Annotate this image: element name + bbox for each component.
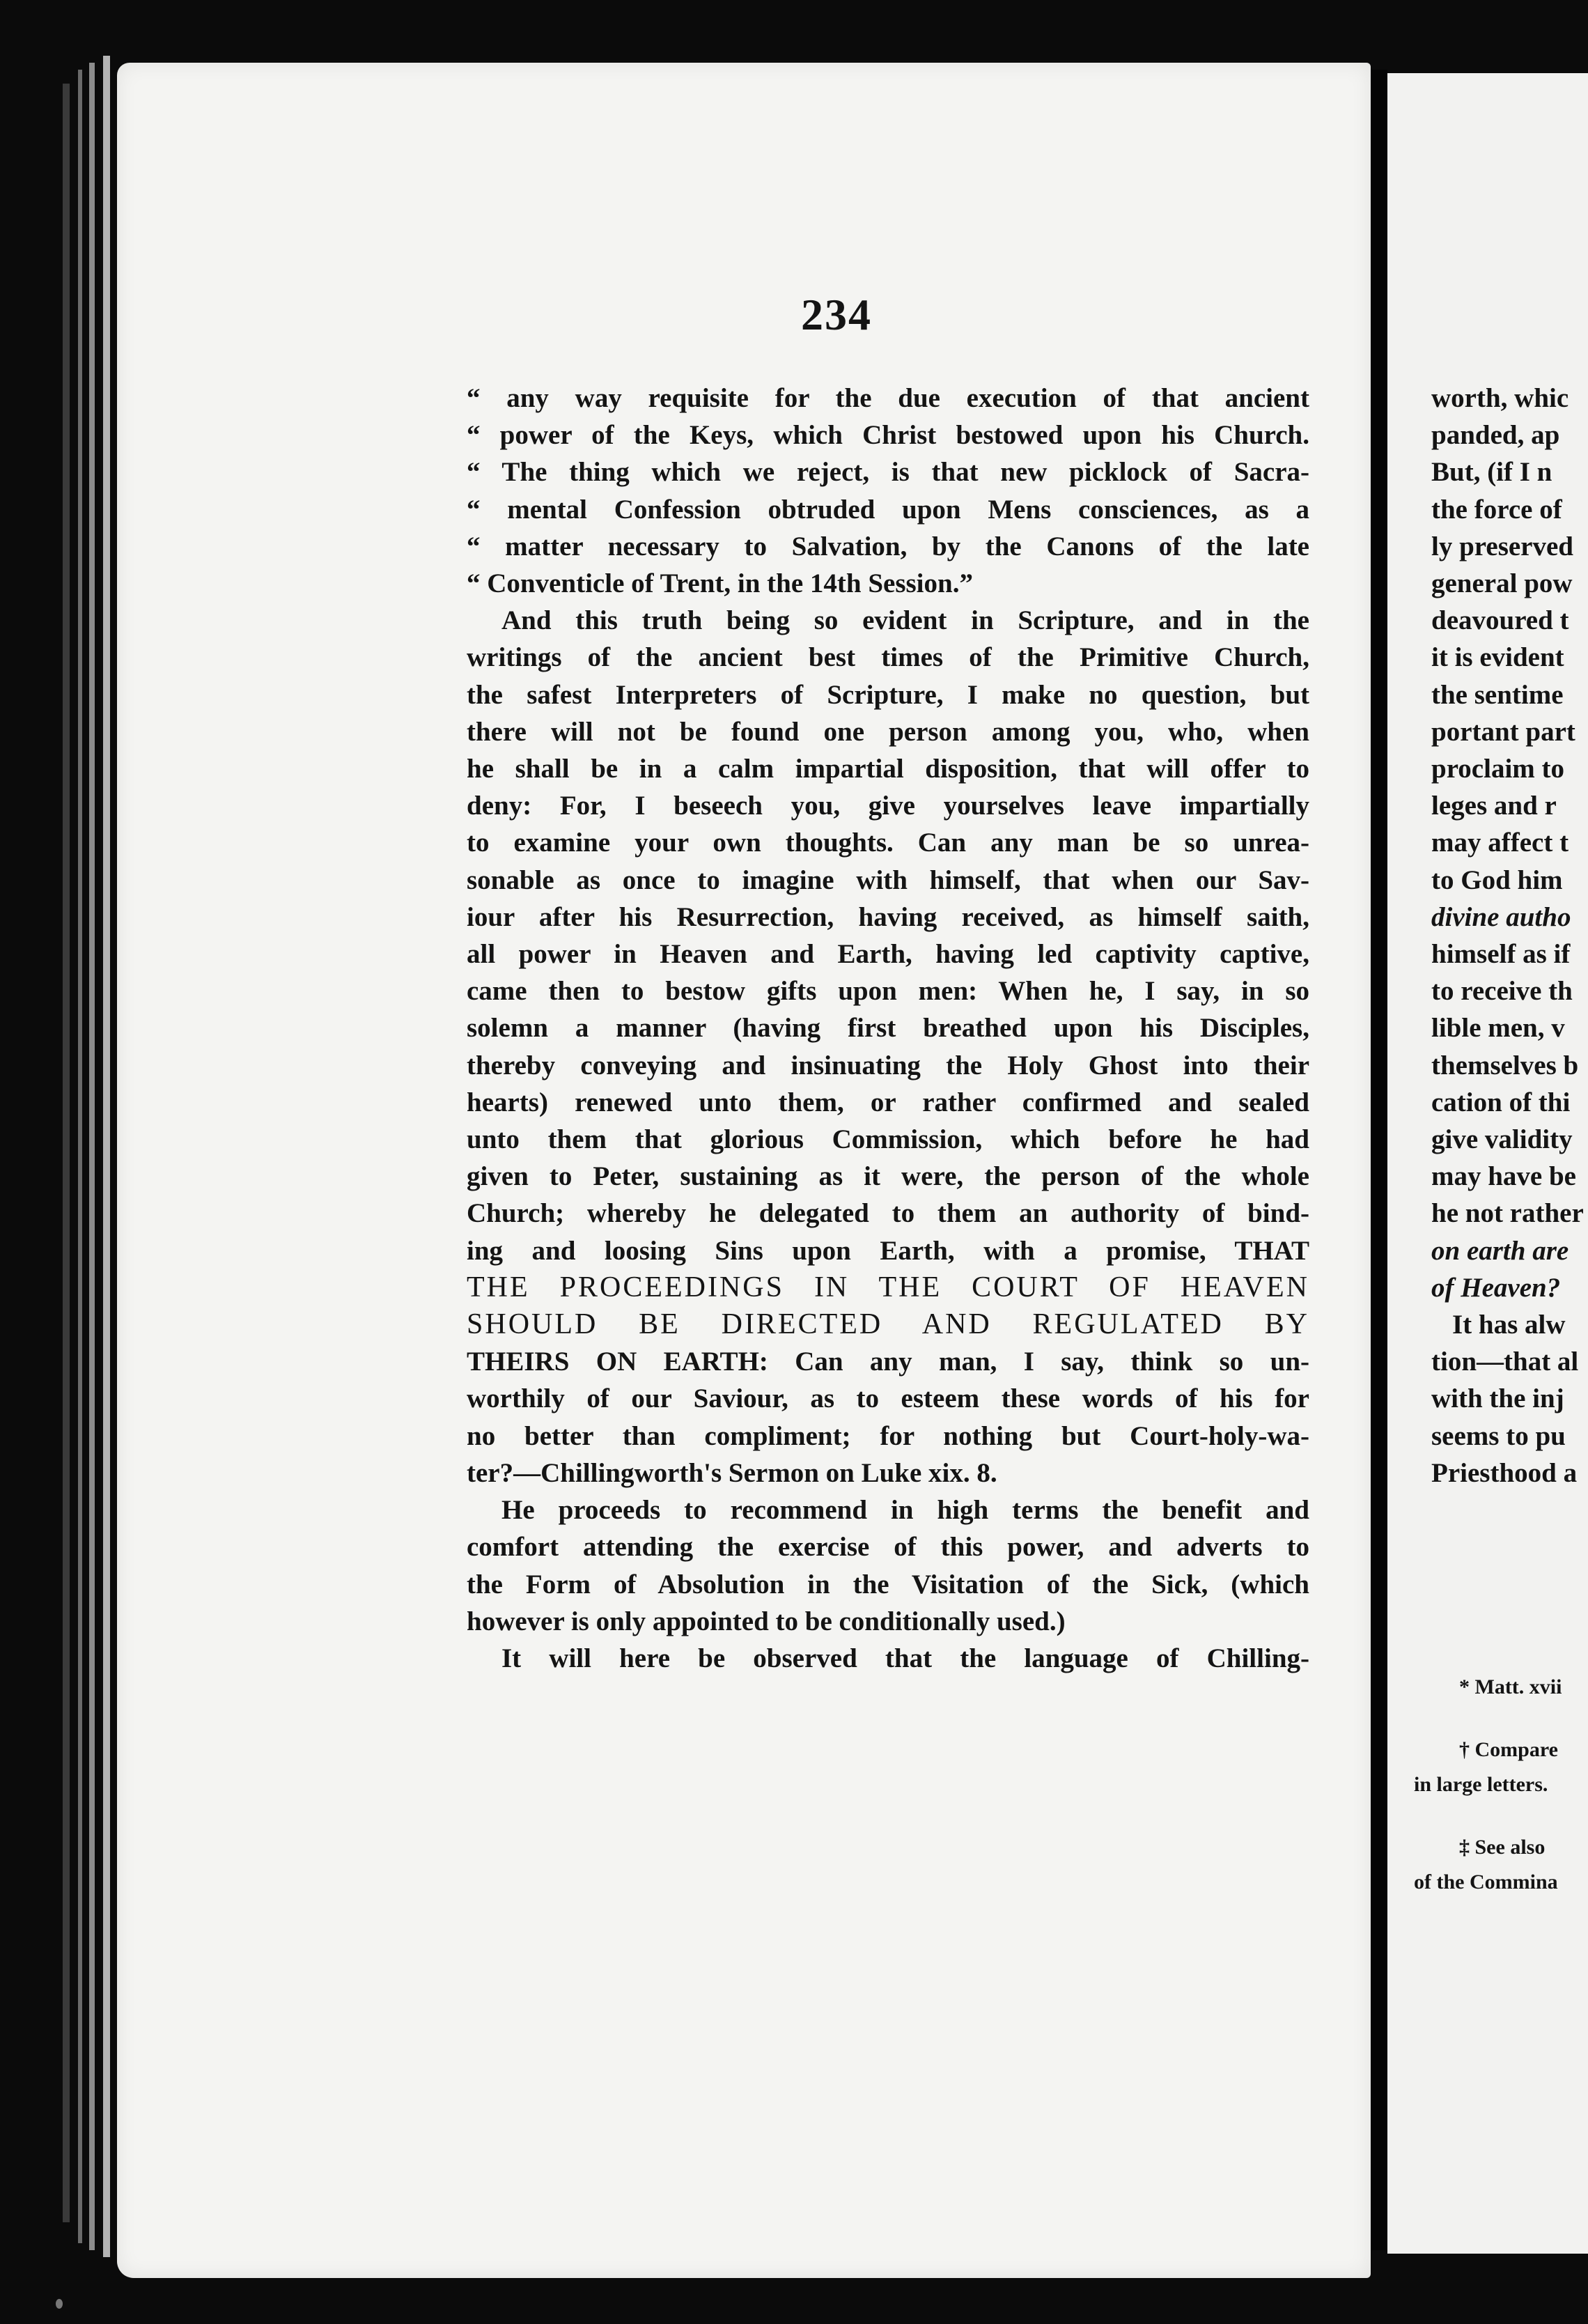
book-gutter [1371,70,1387,2250]
facing-text-line: Priesthood a [1431,1457,1578,1488]
facing-text-line: But, (if I n [1431,457,1552,488]
facing-footnote: in large letters. [1414,1773,1548,1796]
text-line: there will not be found one person among you, who, when [467,716,1309,747]
text-line: he shall be in a calm impartial disposition, that will offer to [467,754,1309,784]
facing-text-line: to receive th [1431,976,1573,1007]
text-line: came then to bestow gifts upon men: When he, I say, in so [467,976,1309,1007]
text-line: He proceeds to recommend in high terms the benefit and [501,1495,1309,1526]
text-line: It will here be observed that the language of Chilling- [501,1643,1309,1673]
text-line: comfort attending the exercise of this power, and adverts to [467,1532,1309,1563]
text-line: worthily of our Saviour, as to esteem these words of his for [467,1384,1309,1414]
text-line: “ Conventicle of Trent, in the 14th Session.” [467,568,973,599]
facing-text-line: may have be [1431,1161,1576,1192]
text-line: unto them that glorious Commission, which before he had [467,1124,1309,1155]
text-line: no better than compliment; for nothing but Court-holy-wa- [467,1420,1309,1451]
facing-text-line: lible men, v [1431,1013,1565,1044]
facing-text-line: seems to pu [1431,1420,1566,1451]
text-line: to examine your own thoughts. Can any man be so unrea- [467,828,1309,858]
facing-text-line: the sentime [1431,679,1564,710]
facing-text-line: may affect t [1431,828,1569,858]
text-line: SHOULD BE DIRECTED AND REGULATED BY [467,1308,1309,1341]
text-line: THE PROCEEDINGS IN THE COURT OF HEAVEN [467,1271,1309,1303]
text-line: however is only appointed to be conditionally used.) [467,1606,1066,1636]
text-line: all power in Heaven and Earth, having led captivity captive, [467,939,1309,970]
text-line: the safest Interpreters of Scripture, I make no question, but [467,679,1309,710]
text-line: sonable as once to imagine with himself, that when our Sav- [467,865,1309,895]
text-line: solemn a manner (having first breathed upon his Disciples, [467,1013,1309,1044]
facing-text-line: panded, ap [1431,420,1560,451]
text-line: “ mental Confession obtruded upon Mens consciences, as a [467,494,1309,525]
facing-text-line: divine autho [1431,901,1571,932]
book-edge [78,70,82,2243]
facing-page-body [1431,380,1588,1492]
text-line: ter?—Chillingworth's Sermon on Luke xix. 8. [467,1457,997,1488]
page-body [467,380,1309,1677]
facing-footnote: * Matt. xvii [1459,1675,1562,1698]
text-line: THEIRS ON EARTH: Can any man, I say, think so un- [467,1347,1309,1377]
text-line: given to Peter, sustaining as it were, the person of the whole [467,1161,1309,1192]
facing-text-line: with the inj [1431,1384,1564,1414]
facing-text-line: It has alw [1452,1310,1566,1340]
facing-footnote: ‡ See also [1459,1836,1546,1859]
facing-text-line: give validity [1431,1124,1573,1155]
text-line: “ The thing which we reject, is that new picklock of Sacra- [467,457,1309,488]
book-edge [103,56,110,2257]
facing-text-line: portant part [1431,716,1575,747]
text-line: Church; whereby he delegated to them an authority of bind- [467,1198,1309,1229]
text-line: ing and loosing Sins upon Earth, with a promise, THAT [467,1235,1309,1266]
facing-text-line: cation of thi [1431,1087,1571,1117]
facing-text-line: proclaim to [1431,754,1565,784]
text-line: thereby conveying and insinuating the Holy Ghost into their [467,1050,1309,1080]
text-line: writings of the ancient best times of the Primitive Church, [467,642,1309,673]
facing-text-line: tion—that al [1431,1347,1579,1377]
facing-text-line: he not rather [1431,1198,1584,1229]
scan-mark [56,2299,63,2309]
facing-text-line: of Heaven? [1431,1272,1561,1303]
page-number: 234 [801,290,872,339]
text-line: deny: For, I beseech you, give yourselves leave impartially [467,791,1309,821]
book-edge [63,84,70,2222]
text-line: “ any way requisite for the due execution of that ancient [467,383,1309,413]
facing-text-line: himself as if [1431,939,1571,970]
facing-text-line: ly preserved [1431,531,1573,561]
text-line: iour after his Resurrection, having received, as himself saith, [467,901,1309,932]
facing-text-line: worth, whic [1431,383,1569,413]
facing-text-line: themselves b [1431,1050,1579,1080]
text-line: the Form of Absolution in the Visitation of the Sick, (which [467,1569,1309,1599]
facing-text-line: deavoured t [1431,605,1569,636]
facing-text-line: general pow [1431,568,1573,599]
text-line: hearts) renewed unto them, or rather confirmed and sealed [467,1087,1309,1117]
facing-text-line: leges and r [1431,791,1557,821]
facing-footnote: † Compare [1459,1738,1558,1761]
text-line: “ matter necessary to Salvation, by the Canons of the late [467,531,1309,561]
facing-text-line: it is evident [1431,642,1564,673]
facing-text-line: on earth are [1431,1235,1569,1266]
facing-footnote: of the Commina [1414,1870,1558,1893]
facing-text-line: the force of [1431,494,1562,525]
facing-text-line: to God him [1431,865,1563,895]
text-line: And this truth being so evident in Scripture, and in the [501,605,1309,636]
text-line: “ power of the Keys, which Christ bestowed upon his Church. [467,420,1309,451]
book-edge [89,63,95,2250]
